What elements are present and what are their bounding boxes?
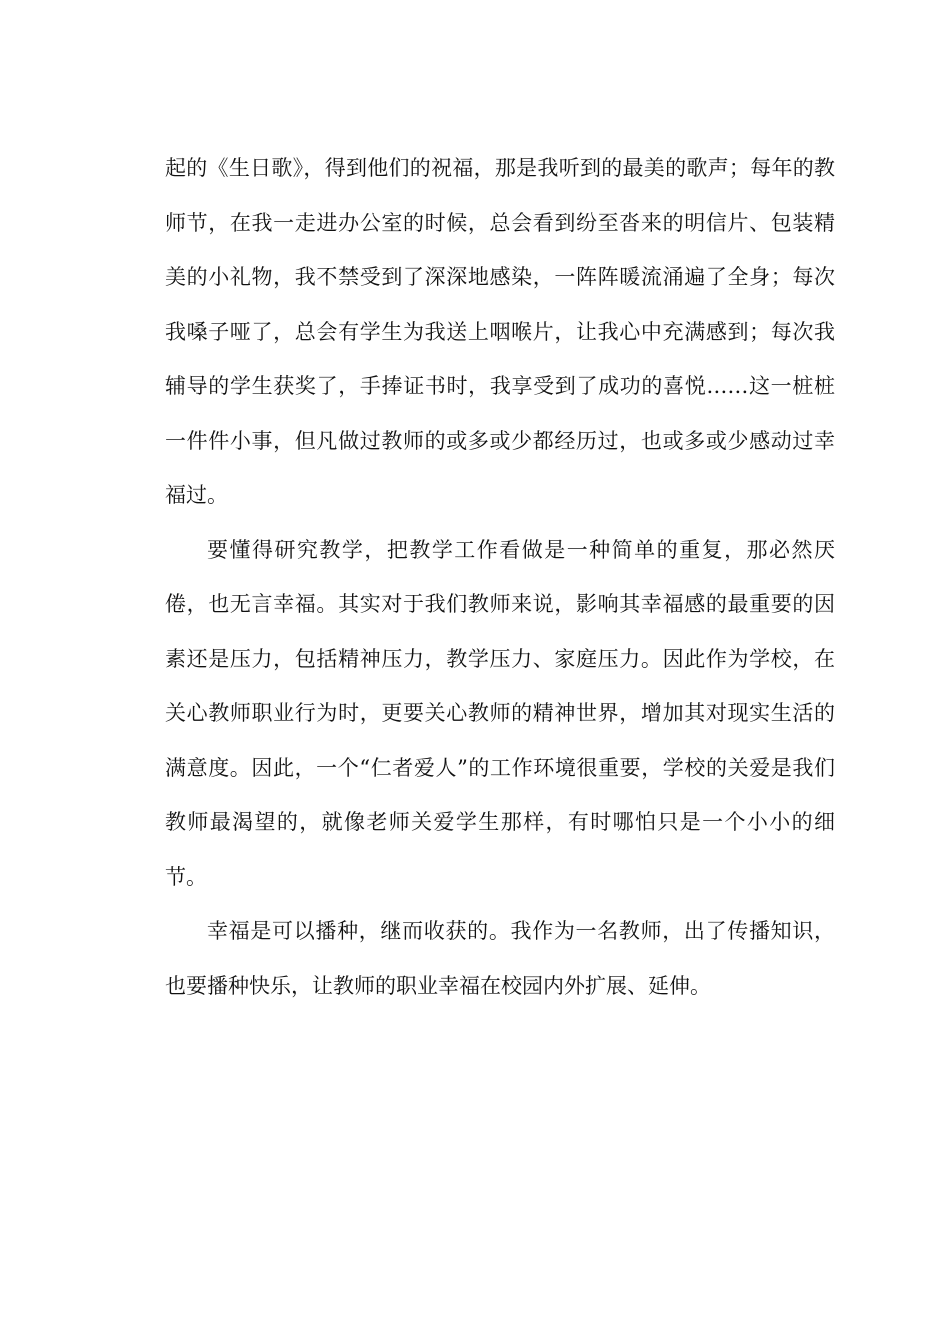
- document-body: [165, 141, 835, 1013]
- paragraph-research-teaching: 要懂得研究教学，把教学工作看做是一种简单的重复，那必然厌倦，也无言幸福。其实对于我们教师来说，影响其幸福感的最重要的因素还是压力，包括精神压力，教学压力、家庭压力。因此作为学校，在关心教师职业行为时，更要关心教师的精神世界，增加其对现实生活的满意度。因此，一个“仁者爱人”的工作环境很重要，学校的关爱是我们教师最渴望的，就像老师关爱学生那样，有时哪怕只是一个小小的细节。: [165, 537, 835, 889]
- paragraph-sowing-happiness: 幸福是可以播种，继而收获的。我作为一名教师，出了传播知识，也要播种快乐，让教师的职业幸福在校园内外扩展、延伸。: [165, 919, 835, 998]
- paragraph-continuation: 起的《生日歌》，得到他们的祝福，那是我听到的最美的歌声；每年的教师节，在我一走进办公室的时候，总会看到纷至沓来的明信片、包装精美的小礼物，我不禁受到了深深地感染，一阵阵暖流涌遍了全身；每次我嗓子哑了，总会有学生为我送上咽喉片，让我心中充满感到；每次我辅导的学生获奖了，手捧证书时，我享受到了成功的喜悦……这一桩桩一件件小事，但凡做过教师的或多或少都经历过，也或多或少感动过幸福过。: [165, 156, 835, 507]
